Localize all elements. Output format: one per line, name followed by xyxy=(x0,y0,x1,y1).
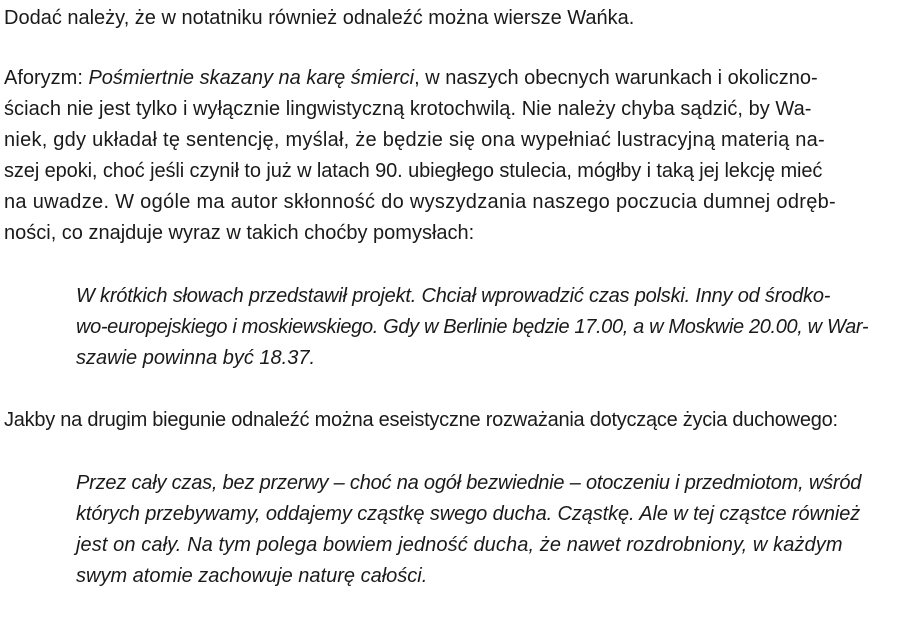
paragraph-2-line-4: szej epoki, choć jeśli czynił to już w latach 90. ubiegłego stulecia, mógłby i taką jej lekcję mieć xyxy=(4,160,823,182)
paragraph-2-line-5: na uwadze. W ogóle ma autor skłonność do wyszydzania naszego poczucia dumnej odręb- xyxy=(4,191,837,213)
quote-2-line-1: Przez cały czas, bez przerwy – choć na ogół bezwiednie – otoczeniu i przedmiotom, wśród xyxy=(76,472,862,494)
paragraph-1-line-1: Dodać należy, że w notatniku również odnaleźć można wiersze Wańka. xyxy=(4,7,635,29)
aphorism-continuation: , w naszych obecnych warunkach i okoliczno- xyxy=(414,67,818,89)
quote-1-line-1: W krótkich słowach przedstawił projekt. Chciał wprowadzić czas polski. Inny od środko- xyxy=(76,285,831,307)
quote-2-line-2: których przebywamy, oddajemy cząstkę swego ducha. Cząstkę. Ale w tej cząstce również xyxy=(76,503,861,525)
aphorism-label: Aforyzm: xyxy=(4,67,89,89)
quote-1-line-3: szawie powinna być 18.37. xyxy=(76,347,316,369)
paragraph-2-line-2: ściach nie jest tylko i wyłącznie lingwistyczną krotochwilą. Nie należy chyba sądzić, by Wa- xyxy=(4,98,812,120)
quote-1-line-2: wo-europejskiego i moskiewskiego. Gdy w Berlinie będzie 17.00, a w Moskwie 20.00, w War- xyxy=(76,316,869,338)
paragraph-2-line-6: ności, co znajduje wyraz w takich choćby pomysłach: xyxy=(4,222,475,244)
paragraph-3-line-1: Jakby na drugim biegunie odnaleźć można eseistyczne rozważania dotyczące życia duchowego: xyxy=(4,409,838,431)
paragraph-2-line-3: niek, gdy układał tę sentencję, myślał, że będzie się ona wypełniać lustracyjną materią na- xyxy=(4,129,825,151)
quote-2-line-3: jest on cały. Na tym polega bowiem jedność ducha, że nawet rozdrobniony, w każdym xyxy=(76,534,843,556)
paragraph-2-line-1 xyxy=(4,63,892,93)
quote-2-line-4: swym atomie zachowuje naturę całości. xyxy=(76,565,428,587)
aphorism-quote: Pośmiertnie skazany na karę śmierci xyxy=(88,67,415,89)
